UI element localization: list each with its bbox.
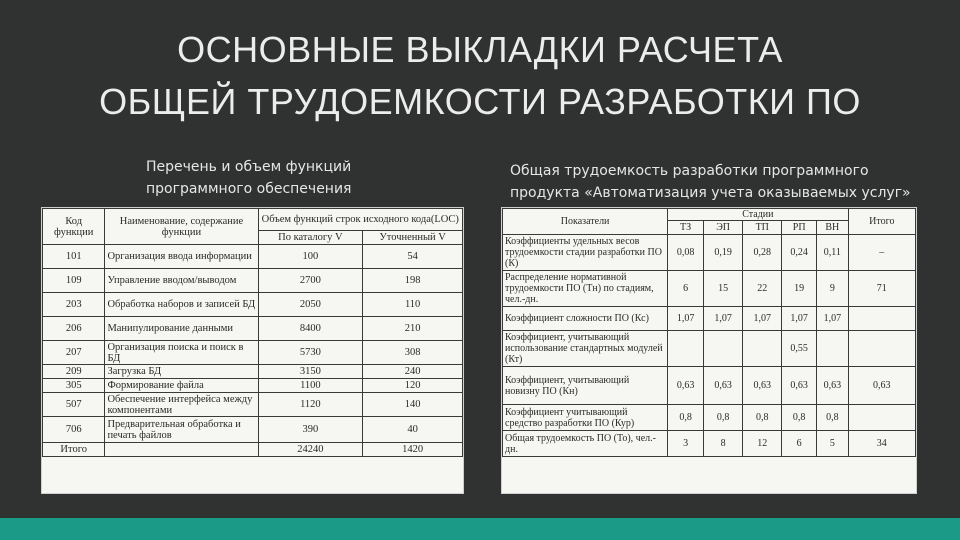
cell-value: 6 [782, 431, 817, 457]
cell-label: Коэффициент, учитывающий новизну ПО (Кн) [503, 367, 668, 405]
cell-value: 0,55 [782, 331, 817, 367]
cell-code: 207 [43, 341, 105, 365]
cell-value: 0,8 [743, 405, 782, 431]
cell-refined: 198 [363, 269, 463, 293]
header-stage-tz: ТЗ [668, 221, 704, 235]
cell-value: 3 [668, 431, 704, 457]
cell-name: Организация поиска и поиск в БД [105, 341, 258, 365]
cell-value: 0,8 [817, 405, 849, 431]
caption-right [510, 160, 930, 204]
table-row [503, 331, 916, 367]
cell-code: 305 [43, 379, 105, 393]
cell-catalog: 5730 [258, 341, 363, 365]
cell-label: Коэффициент, учитывающий использование стандартных модулей (Кт) [503, 331, 668, 367]
table-row [43, 379, 463, 393]
cell-label: Коэффициент учитывающий средство разработки ПО (Кур) [503, 405, 668, 431]
caption-left [146, 156, 386, 200]
header-refined: Уточненный V [363, 231, 463, 245]
header-indicator: Показатели [503, 209, 668, 235]
cell-label: Общая трудоемкость ПО (То), чел.-дн. [503, 431, 668, 457]
cell-refined: 110 [363, 293, 463, 317]
cell-code: 209 [43, 365, 105, 379]
cell-catalog: 3150 [258, 365, 363, 379]
cell-value: 22 [743, 271, 782, 307]
cell-total [848, 331, 915, 367]
cell-name: Манипулирование данными [105, 317, 258, 341]
cell-catalog: 1100 [258, 379, 363, 393]
functions-table [42, 208, 463, 457]
footer-accent-band [0, 518, 960, 540]
table-row [43, 365, 463, 379]
cell-value: 19 [782, 271, 817, 307]
cell-value: 0,63 [782, 367, 817, 405]
cell-name: Обеспечение интерфейса между компонентами [105, 393, 258, 417]
cell-refined: 40 [363, 417, 463, 443]
cell-code: 206 [43, 317, 105, 341]
cell-name: Загрузка БД [105, 365, 258, 379]
cell-value: 0,63 [743, 367, 782, 405]
caption-right-line-1: Общая трудоемкость разработки программного [510, 163, 869, 179]
header-code: Код функции [43, 209, 105, 245]
total-row [43, 443, 463, 457]
slide-title [60, 24, 900, 128]
cell-value: 5 [817, 431, 849, 457]
cell-refined: 308 [363, 341, 463, 365]
cell-value: 12 [743, 431, 782, 457]
cell-value: 6 [668, 271, 704, 307]
cell-catalog: 390 [258, 417, 363, 443]
cell-value [817, 331, 849, 367]
cell-total: – [848, 235, 915, 271]
cell-value: 9 [817, 271, 849, 307]
cell-total-refined: 1420 [363, 443, 463, 457]
effort-table [502, 208, 916, 457]
cell-name: Обработка наборов и записей БД [105, 293, 258, 317]
cell-value: 1,07 [743, 307, 782, 331]
cell-name: Формирование файла [105, 379, 258, 393]
table-row [43, 269, 463, 293]
cell-value [668, 331, 704, 367]
table-row [503, 307, 916, 331]
table-row [503, 405, 916, 431]
header-stage-vn: ВН [817, 221, 849, 235]
cell-value: 0,8 [704, 405, 743, 431]
table-row [503, 235, 916, 271]
table-row [43, 393, 463, 417]
title-line-1: ОСНОВНЫЕ ВЫКЛАДКИ РАСЧЕТА [177, 29, 783, 70]
cell-refined: 120 [363, 379, 463, 393]
functions-table-image [42, 208, 463, 493]
cell-value: 0,63 [668, 367, 704, 405]
cell-code: 507 [43, 393, 105, 417]
header-stage-rp: РП [782, 221, 817, 235]
cell-value: 15 [704, 271, 743, 307]
header-volume: Объем функций строк исходного кода(LOC) [258, 209, 462, 231]
cell-value: 8 [704, 431, 743, 457]
cell-value: 1,07 [817, 307, 849, 331]
cell-value: 0,11 [817, 235, 849, 271]
cell-empty [105, 443, 258, 457]
table-row [43, 317, 463, 341]
cell-catalog: 1120 [258, 393, 363, 417]
total-row [503, 431, 916, 457]
cell-code: 109 [43, 269, 105, 293]
header-stages: Стадии [668, 209, 848, 221]
cell-value: 0,28 [743, 235, 782, 271]
cell-value: 0,8 [668, 405, 704, 431]
table-row [503, 367, 916, 405]
table-row [43, 245, 463, 269]
cell-value [743, 331, 782, 367]
cell-label: Коэффициент сложности ПО (Кс) [503, 307, 668, 331]
caption-left-line-1: Перечень и объем функций [146, 159, 352, 175]
header-total: Итого [848, 209, 915, 235]
cell-value: 1,07 [704, 307, 743, 331]
cell-total-label: Итого [43, 443, 105, 457]
cell-catalog: 100 [258, 245, 363, 269]
cell-name: Управление вводом/выводом [105, 269, 258, 293]
cell-value: 0,08 [668, 235, 704, 271]
cell-value: 0,19 [704, 235, 743, 271]
cell-code: 203 [43, 293, 105, 317]
header-stage-tp: ТП [743, 221, 782, 235]
cell-catalog: 8400 [258, 317, 363, 341]
cell-total-catalog: 24240 [258, 443, 363, 457]
cell-value [704, 331, 743, 367]
cell-refined: 210 [363, 317, 463, 341]
cell-total: 0,63 [848, 367, 915, 405]
cell-total: 71 [848, 271, 915, 307]
cell-total [848, 405, 915, 431]
cell-value: 0,24 [782, 235, 817, 271]
cell-name: Предварительная обработка и печать файлов [105, 417, 258, 443]
cell-code: 706 [43, 417, 105, 443]
cell-value: 0,8 [782, 405, 817, 431]
cell-refined: 240 [363, 365, 463, 379]
cell-total [848, 307, 915, 331]
header-name: Наименование, содержание функции [105, 209, 258, 245]
cell-label: Коэффициенты удельных весов трудоемкости стадии разработки ПО (К) [503, 235, 668, 271]
cell-value: 1,07 [668, 307, 704, 331]
table-row [43, 293, 463, 317]
effort-table-image [502, 208, 916, 493]
table-row [503, 271, 916, 307]
caption-left-line-2: программного обеспечения [146, 181, 352, 197]
caption-right-line-2: продукта «Автоматизация учета оказываемых услуг» [510, 185, 911, 201]
cell-value: 0,63 [817, 367, 849, 405]
cell-refined: 140 [363, 393, 463, 417]
header-stage-ep: ЭП [704, 221, 743, 235]
title-line-2: ОБЩЕЙ ТРУДОЕМКОСТИ РАЗРАБОТКИ ПО [99, 81, 861, 122]
cell-code: 101 [43, 245, 105, 269]
table-row [43, 341, 463, 365]
header-catalog: По каталогу V [258, 231, 363, 245]
cell-catalog: 2700 [258, 269, 363, 293]
cell-value: 1,07 [782, 307, 817, 331]
cell-refined: 54 [363, 245, 463, 269]
cell-label: Распределение нормативной трудоемкости ПО (Тн) по стадиям, чел.-дн. [503, 271, 668, 307]
cell-name: Организация ввода информации [105, 245, 258, 269]
cell-total: 34 [848, 431, 915, 457]
cell-value: 0,63 [704, 367, 743, 405]
cell-catalog: 2050 [258, 293, 363, 317]
table-row [43, 417, 463, 443]
